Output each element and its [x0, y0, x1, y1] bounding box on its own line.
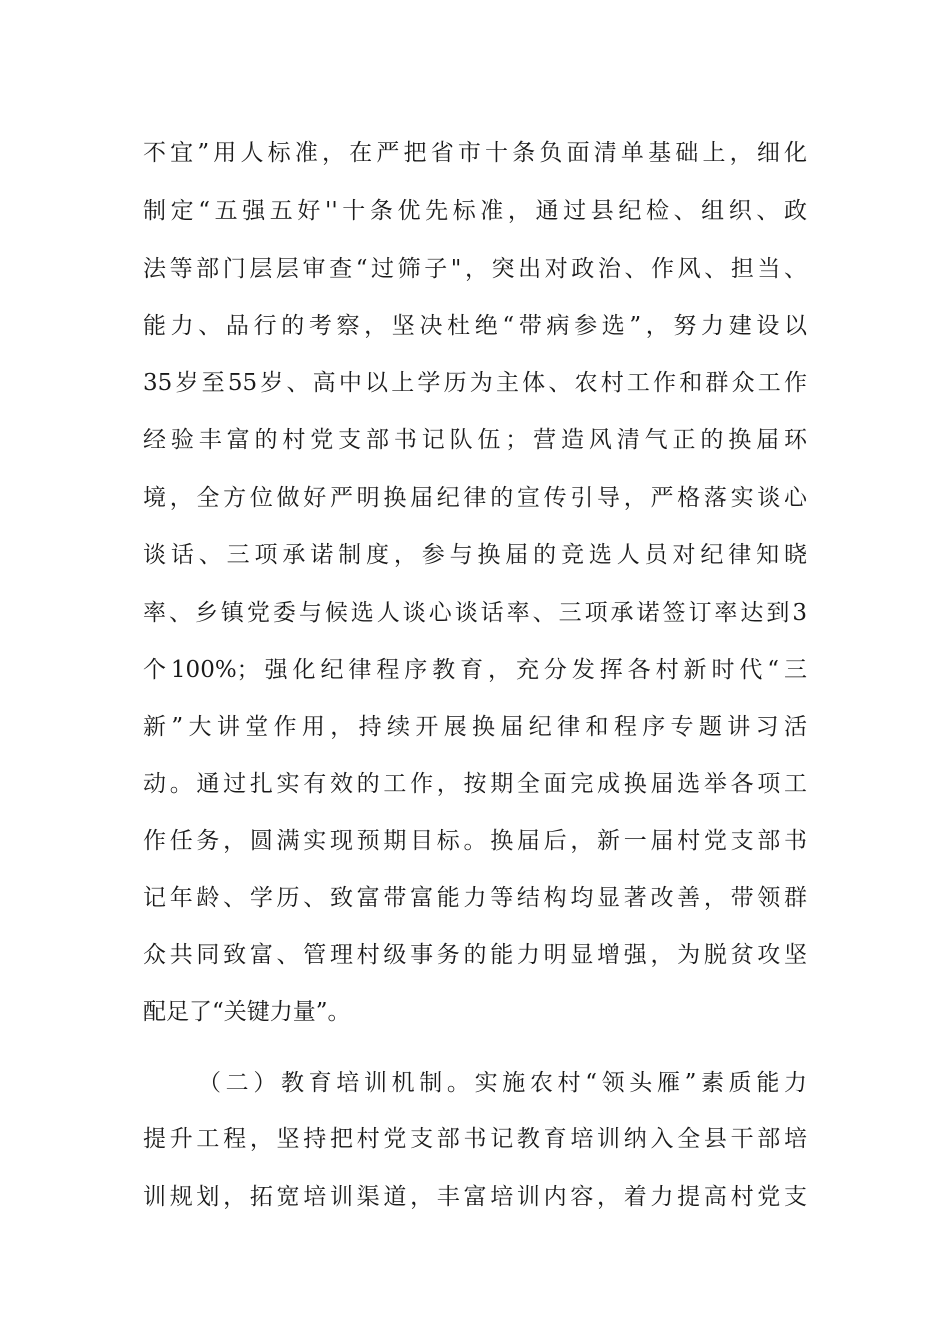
paragraph-1-line-14: 记年龄、学历、致富带富能力等结构均显著改善，带领群	[143, 885, 807, 911]
paragraph-1-line-9: 率、乡镇党委与候选人谈心谈话率、三项承诺签订率达到3	[143, 600, 807, 626]
paragraph-1-line-5: 35岁至55岁、高中以上学历为主体、农村工作和群众工作	[143, 370, 807, 396]
paragraph-2-line-3: 训规划，拓宽培训渠道，丰富培训内容，着力提高村党支	[143, 1184, 807, 1210]
paragraph-1-line-7: 境，全方位做好严明换届纪律的宣传引导，严格落实谈心	[143, 485, 807, 511]
paragraph-2-line-1: （二）教育培训机制。实施农村“领头雁”素质能力	[198, 1070, 807, 1096]
paragraph-1-line-6: 经验丰富的村党支部书记队伍；营造风清气正的换届环	[143, 427, 807, 453]
paragraph-1-line-11: 新”大讲堂作用，持续开展换届纪律和程序专题讲习活	[143, 714, 807, 740]
paragraph-1-line-15: 众共同致富、管理村级事务的能力明显增强，为脱贫攻坚	[143, 942, 807, 968]
paragraph-1-line-1: 不宜”用人标准，在严把省市十条负面清单基础上，细化	[143, 140, 807, 166]
paragraph-1-line-13: 作任务，圆满实现预期目标。换届后，新一届村党支部书	[143, 828, 807, 854]
paragraph-2-line-2: 提升工程，坚持把村党支部书记教育培训纳入全县干部培	[143, 1126, 807, 1152]
paragraph-1-line-16: 配足了“关键力量”。	[143, 999, 351, 1025]
paragraph-1-line-3: 法等部门层层审查“过筛子"，突出对政治、作风、担当、	[143, 256, 807, 282]
paragraph-1-line-8: 谈话、三项承诺制度，参与换届的竞选人员对纪律知晓	[143, 542, 807, 568]
paragraph-1-line-2: 制定“五强五好''十条优先标准，通过县纪检、组织、政	[143, 198, 807, 224]
paragraph-1-line-10: 个100%；强化纪律程序教育，充分发挥各村新时代“三	[143, 657, 807, 683]
paragraph-1-line-12: 动。通过扎实有效的工作，按期全面完成换届选举各项工	[143, 771, 807, 797]
paragraph-1-line-4: 能力、品行的考察，坚决杜绝“带病参选”，努力建设以	[143, 313, 807, 339]
